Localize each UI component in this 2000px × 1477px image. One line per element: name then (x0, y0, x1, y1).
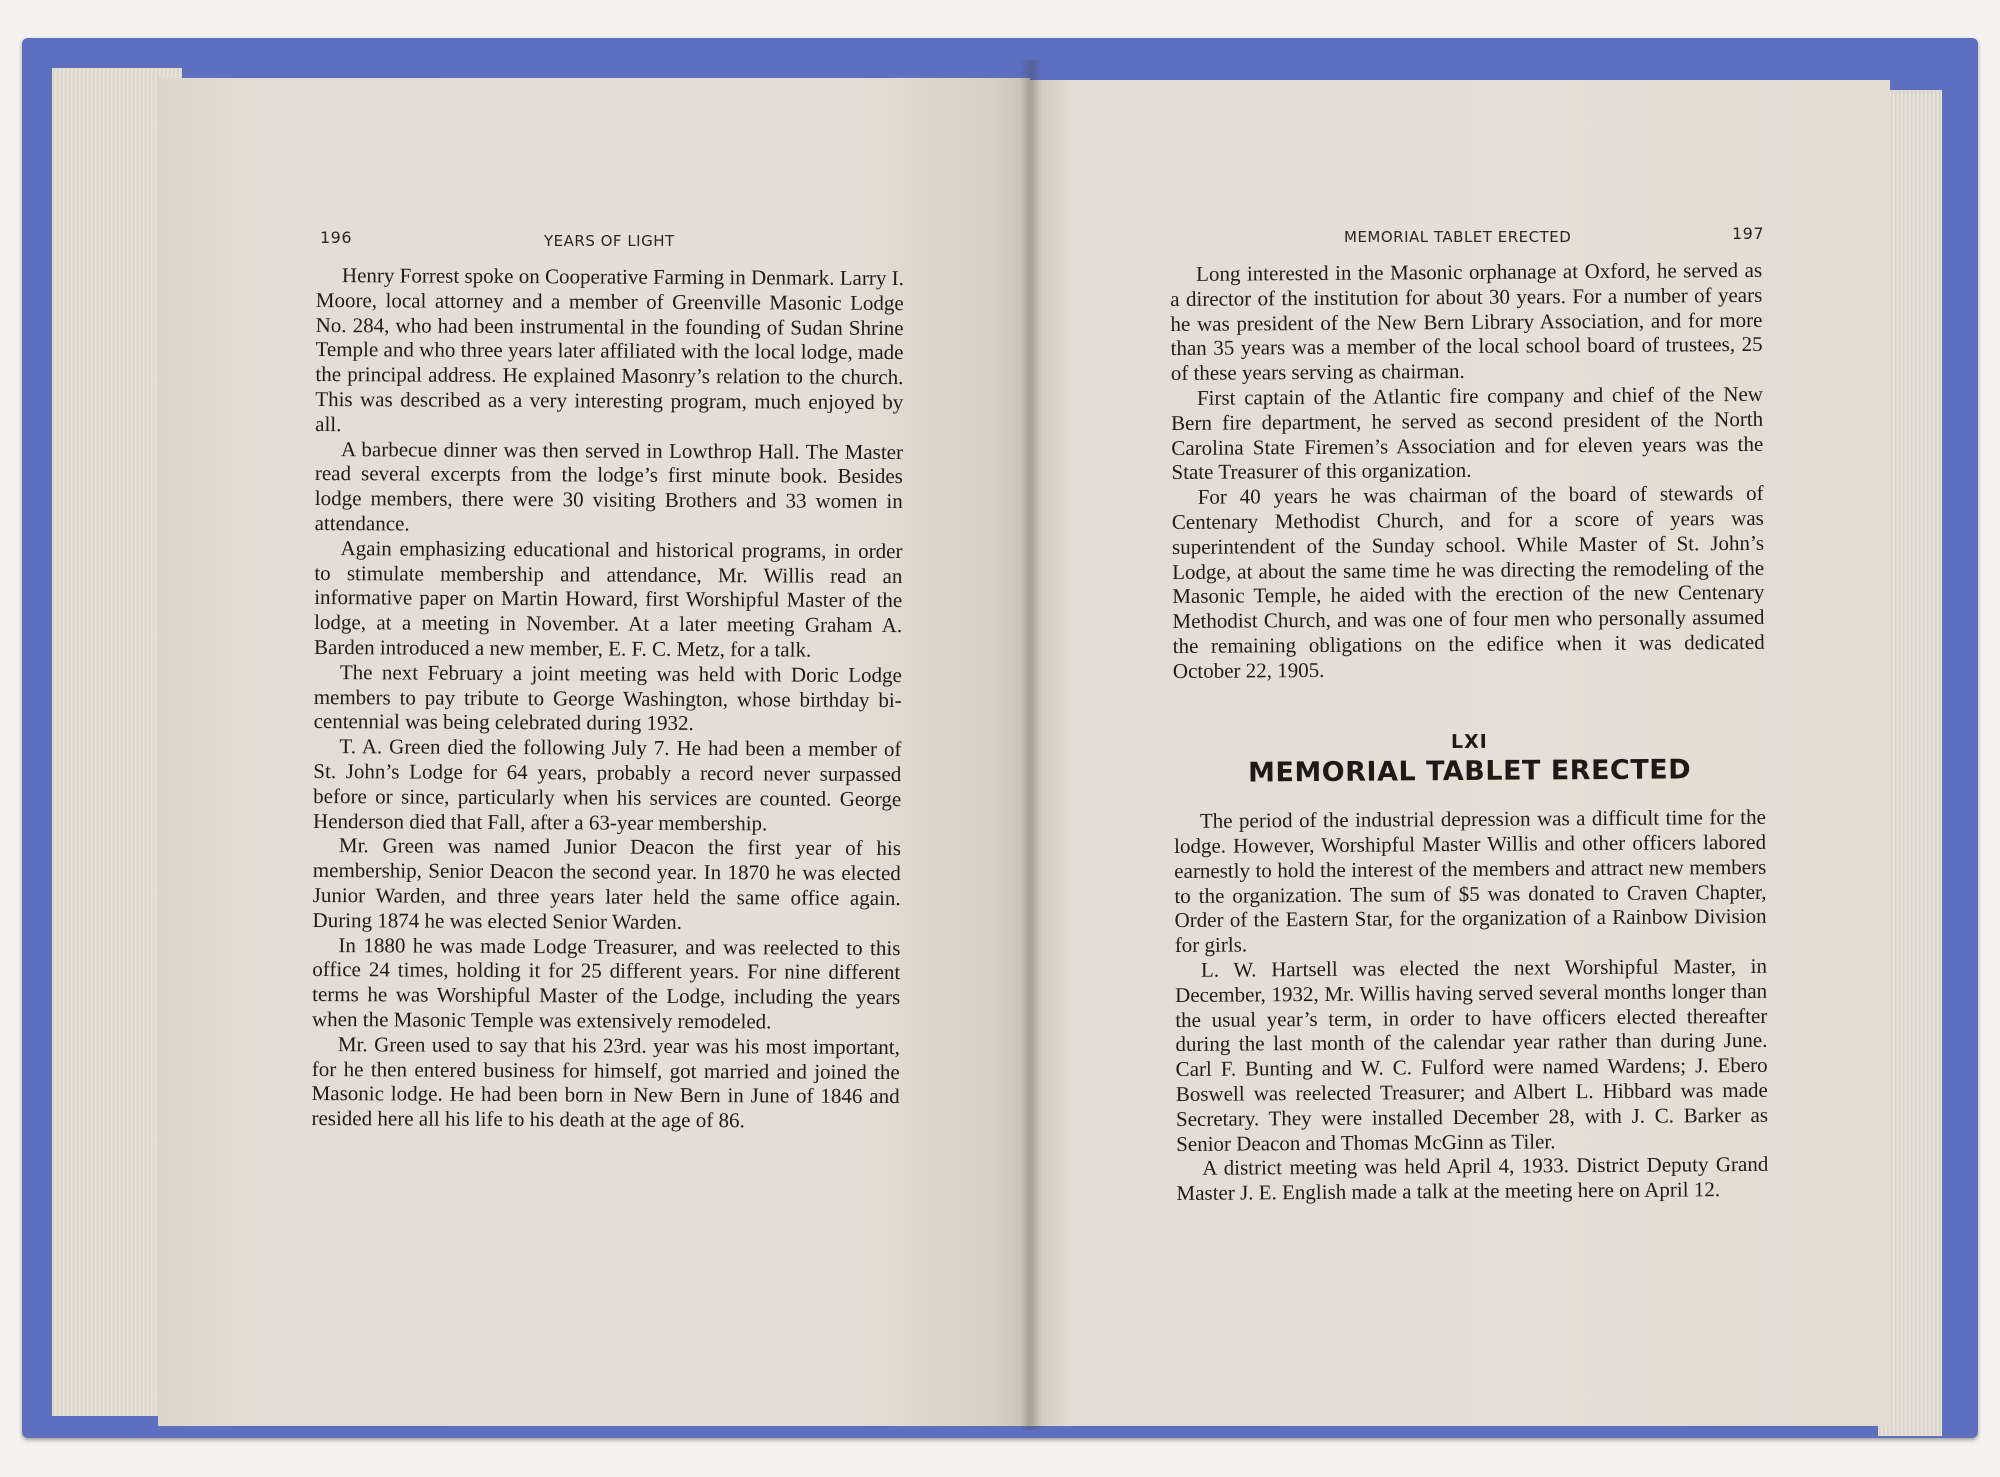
paragraph: Mr. Green used to say that his 23rd. year was his most important, for he then entered business for himself, got married and joined the Masonic lodge. He had been born in New Bern in June of 1846 and resided here all his life to his death at the age of 86. (311, 1031, 900, 1133)
paragraph: Again emphasizing educational and historical programs, in order to stimulate membership and attendance, Mr. Willis read an informative paper on Martin Howard, first Worshipful Master of the lodge, at a meeting in November. At a later meeting Graham A. Barden introduced a new member, E. F. C. Metz, for a talk. (313, 535, 903, 662)
paragraph: First captain of the Atlantic fire company and chief of the New Bern fire department, he served as second president of the North Carolina State Firemen’s Association and for eleven years was the State Treasurer of this organization. (1171, 381, 1764, 485)
paragraph: A district meeting was held April 4, 1933. District Deputy Grand Master J. E. English made a talk at the meeting here on April 12. (1176, 1152, 1769, 1206)
chapter-title: MEMORIAL TABLET ERECTED (1247, 754, 1692, 789)
left-page-text (311, 263, 904, 1134)
right-page-number: 197 (1732, 224, 1765, 243)
left-page (158, 78, 1030, 1426)
paragraph: L. W. Hartsell was elected the next Worshipful Master, in December, 1932, Mr. Willis having served several months longer than the usual year’s term, in order to have officers elected thereafter during the last month of the calendar year rather than during June. Carl F. Bunting and W. C. Fulford were named Wardens; J. Ebero Boswell was reelected Treasurer; and Albert L. Hibbard was made Secretary. They were installed December 28, with J. C. Barker as Senior Deacon and Thomas McGinn as Tiler. (1175, 953, 1769, 1156)
paragraph: For 40 years he was chairman of the board of stewards of Centenary Methodist Church, and for a score of years was superintendent of the Sunday school. While Master of St. John’s Lodge, at about the same time he was directing the remodeling of the Masonic Temple, he aided with the erection of the new Centenary Methodist Church, and was one of four men who personally assumed the remaining obligations on the edifice when it was dedicated October 22, 1905. (1171, 481, 1765, 683)
paragraph: Mr. Green was named Junior Deacon the first year of his membership, Senior Deacon the second year. In 1870 he was elected Junior Warden, and three years later held the same office again. During 1874 he was elected Senior Warden. (312, 833, 902, 934)
left-running-head: YEARS OF LIGHT (544, 232, 675, 250)
paragraph: In 1880 he was made Lodge Treasurer, and was reelected to this office 24 times, holding it for 25 different years. For nine different terms he was Worshipful Master of the Lodge, including the years when the Masonic Temple was extensively remodeled. (311, 932, 901, 1034)
paragraph: T. A. Green died the following July 7. He had been a member of St. John’s Lodge for 64 years, probably a record never surpassed before or since, particularly when his services are counted. George Henderson died that Fall, after a 63-year membership. (313, 734, 902, 835)
right-running-head: MEMORIAL TABLET ERECTED (1344, 228, 1572, 246)
chapter-number: LXI (1450, 730, 1488, 753)
right-page-text (1170, 258, 1769, 1206)
paragraph: Henry Forrest spoke on Cooperative Farming in Denmark. Larry I. Moore, local attorney and a member of Greenville Masonic Lodge No. 284, who had been instrumental in the founding of Sudan Shrine Temple and who three years later affiliated with the local lodge, made the principal address. He explained Masonry’s relation to the church. This was described as a very interesting program, much enjoyed by all. (315, 263, 904, 436)
paragraph: The next February a joint meeting was held with Doric Lodge members to pay tribute to George Washington, whose birthday bi-centennial was being celebrated during 1932. (313, 659, 902, 736)
book-gutter (1020, 60, 1042, 1430)
paragraph: The period of the industrial depression was a difficult time for the lodge. However, Worshipful Master Willis and other officers labored earnestly to hold the interest of the members and attract new members to the organization. The sum of $5 was donated to Craven Chapter, Order of the Eastern Star, for the organization of a Rainbow Division for girls. (1173, 804, 1767, 958)
paragraph: A barbecue dinner was then served in Lowthrop Hall. The Master read several excerpts from the lodge’s first minute book. Besides lodge members, there were 30 visiting Brothers and 33 women in attendance. (314, 436, 904, 536)
left-page-number: 196 (320, 228, 353, 247)
paragraph: Long interested in the Masonic orphanage at Oxford, he served as a director of the institution for about 30 years. For a number of years he was president of the New Bern Library Association, and for more than 35 years was a member of the local school board of trustees, 25 of these years serving as chairman. (1170, 257, 1763, 386)
right-page (1030, 80, 1890, 1426)
